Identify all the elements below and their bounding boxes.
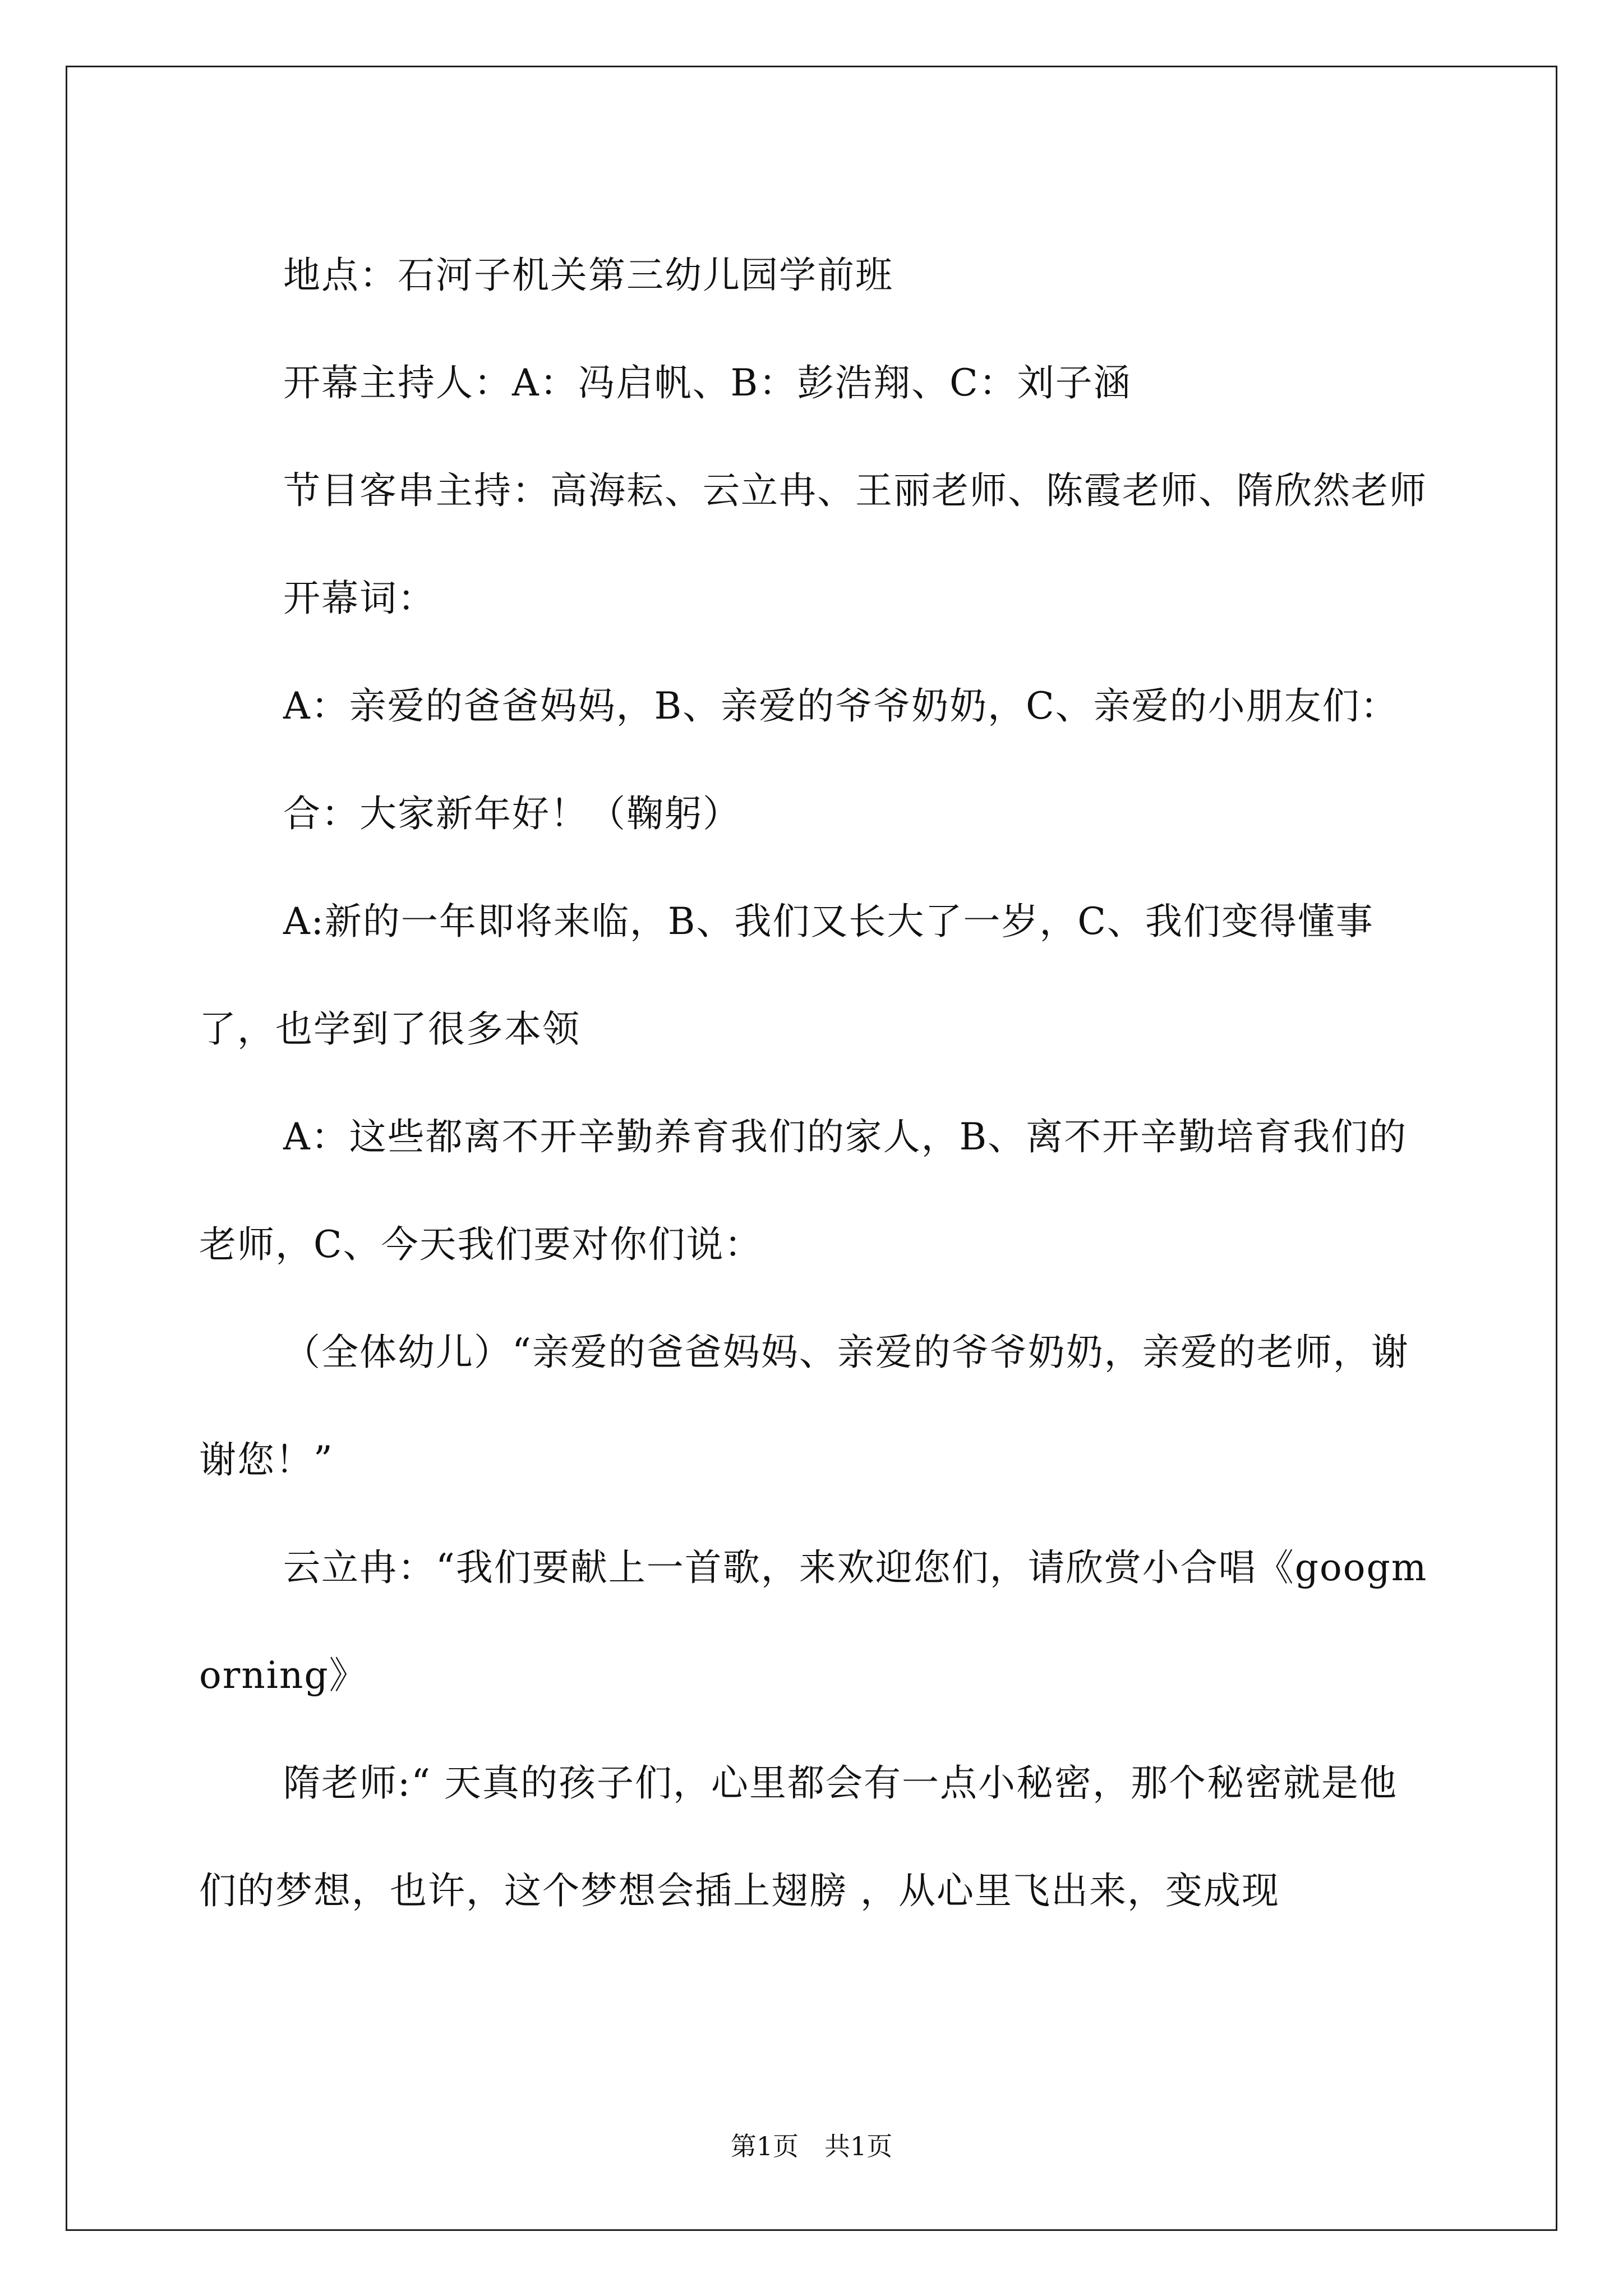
paragraph-greeting: A：亲爱的爸爸妈妈，B、亲爱的爷爷奶奶，C、亲爱的小朋友们： (283, 684, 1399, 728)
paragraph-hosts: 开幕主持人：A：冯启帆、B：彭浩翔、C：刘子涵 (283, 361, 1132, 404)
paragraph-new-year-coming: A:新的一年即将来临，B、我们又长大了一岁，C、我们变得懂事了，也学到了很多本领 (199, 900, 1374, 1051)
paragraph-opening-heading: 开幕词： (283, 577, 436, 620)
paragraph-song-intro: 云立冉：“我们要献上一首歌，来欢迎您们，请欣赏小合唱《googmorning》 (199, 1546, 1428, 1697)
paragraph-all-children: （全体幼儿）“亲爱的爸爸妈妈、亲爱的爷爷奶奶，亲爱的老师，谢谢您！” (199, 1331, 1409, 1481)
paragraph-thanks-family: A：这些都离不开辛勤养育我们的家人，B、离不开辛勤培育我们的老师，C、今天我们要对你们说： (199, 1115, 1408, 1266)
paragraph-happy-new-year: 合：大家新年好！（鞠躬） (283, 792, 741, 835)
document-body (199, 222, 1433, 1945)
paragraph-location: 地点：石河子机关第三幼儿园学前班 (283, 254, 893, 297)
paragraph-guest-hosts: 节目客串主持：高海耘、云立冉、王丽老师、陈霞老师、隋欣然老师 (283, 469, 1427, 512)
paragraph-teacher-sui: 隋老师:“ 天真的孩子们，心里都会有一点小秘密，那个秘密就是他们的梦想，也许，这个梦想会插上翅膀 ，从心里飞出来，变成现 (199, 1761, 1398, 1912)
page-footer: 第1页 共1页 (730, 2131, 893, 2161)
